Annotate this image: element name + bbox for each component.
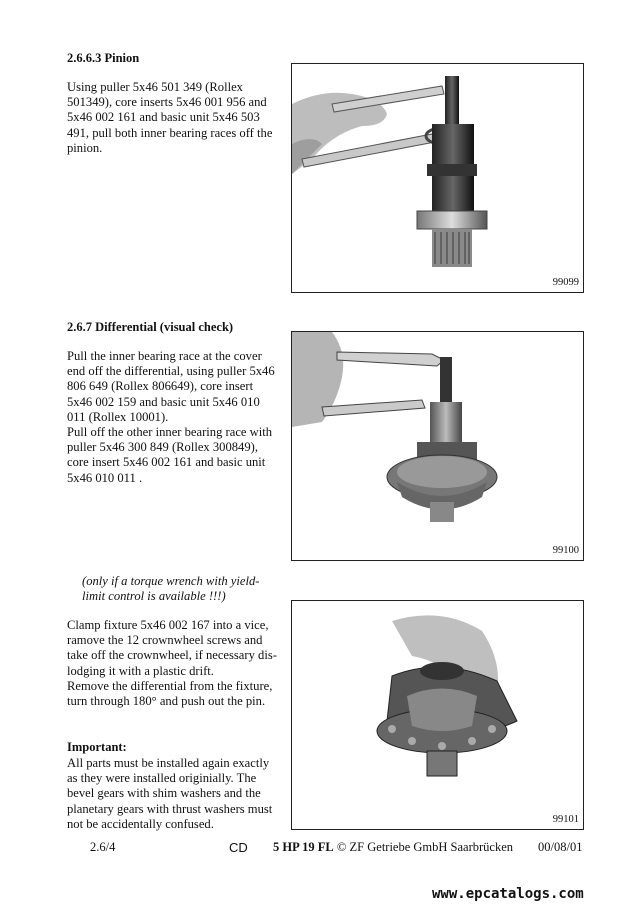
differential-housing-photo	[291, 600, 584, 830]
photo-reference-number: 99101	[552, 814, 579, 825]
pinion-instructions: Using puller 5x46 501 349 (Rollex 501349), core inserts 5x46 001 956 and 5x46 002 161 and basic unit 5x46 503 491, pull both inner bearing races off the pinion.	[67, 80, 273, 155]
watermark-url: www.epcatalogs.com	[432, 886, 584, 902]
document-date: 00/08/01	[538, 840, 583, 854]
differential-puller-illustration	[292, 332, 583, 560]
differential-instructions: Pull the inner bearing race at the cover end off the differential, using puller 5x46 806 649 (Rollex 806649), core insert 5x46 002 159 and basic unit 5x46 010 011 (Rollex 10001). Pull off the other inner bearing race with puller 5x46 300 849 (Rollex 300849), core insert 5x46 002 161 and basic unit 5x46 010 011 .	[67, 349, 275, 485]
page-number: 2.6/4	[90, 840, 116, 854]
pinion-puller-illustration	[292, 64, 583, 292]
copyright-text: © ZF Getriebe GmbH Saarbrücken	[336, 840, 514, 854]
section-heading-differential: 2.6.7 Differential (visual check)	[67, 320, 234, 334]
torque-wrench-note: (only if a torque wrench with yield- limit control is available !!!)	[82, 574, 260, 604]
differential-housing-illustration	[292, 601, 583, 829]
differential-puller-photo	[291, 331, 584, 561]
crownwheel-instructions: Clamp fixture 5x46 002 167 into a vice, ramove the 12 crownwheel screws and take off the crownwheel, if necessary dis- lodging it with a plastic drift. Remove the differential from the fixture, turn through 180° and push out the pin.	[67, 618, 277, 709]
important-note: All parts must be installed again exactly as they were installed originially. The bevel gears with shim washers and the planetary gears with thrust washers must not be accidentally confused.	[67, 756, 273, 831]
cd-label: CD	[229, 840, 248, 855]
photo-reference-number: 99099	[552, 277, 579, 288]
section-heading-pinion: 2.6.6.3 Pinion	[67, 51, 140, 65]
model-name: 5 HP 19 FL	[273, 840, 334, 854]
important-heading: Important:	[67, 740, 127, 754]
pinion-puller-photo	[291, 63, 584, 293]
photo-reference-number: 99100	[552, 545, 579, 556]
footer-model-copyright	[273, 840, 513, 855]
